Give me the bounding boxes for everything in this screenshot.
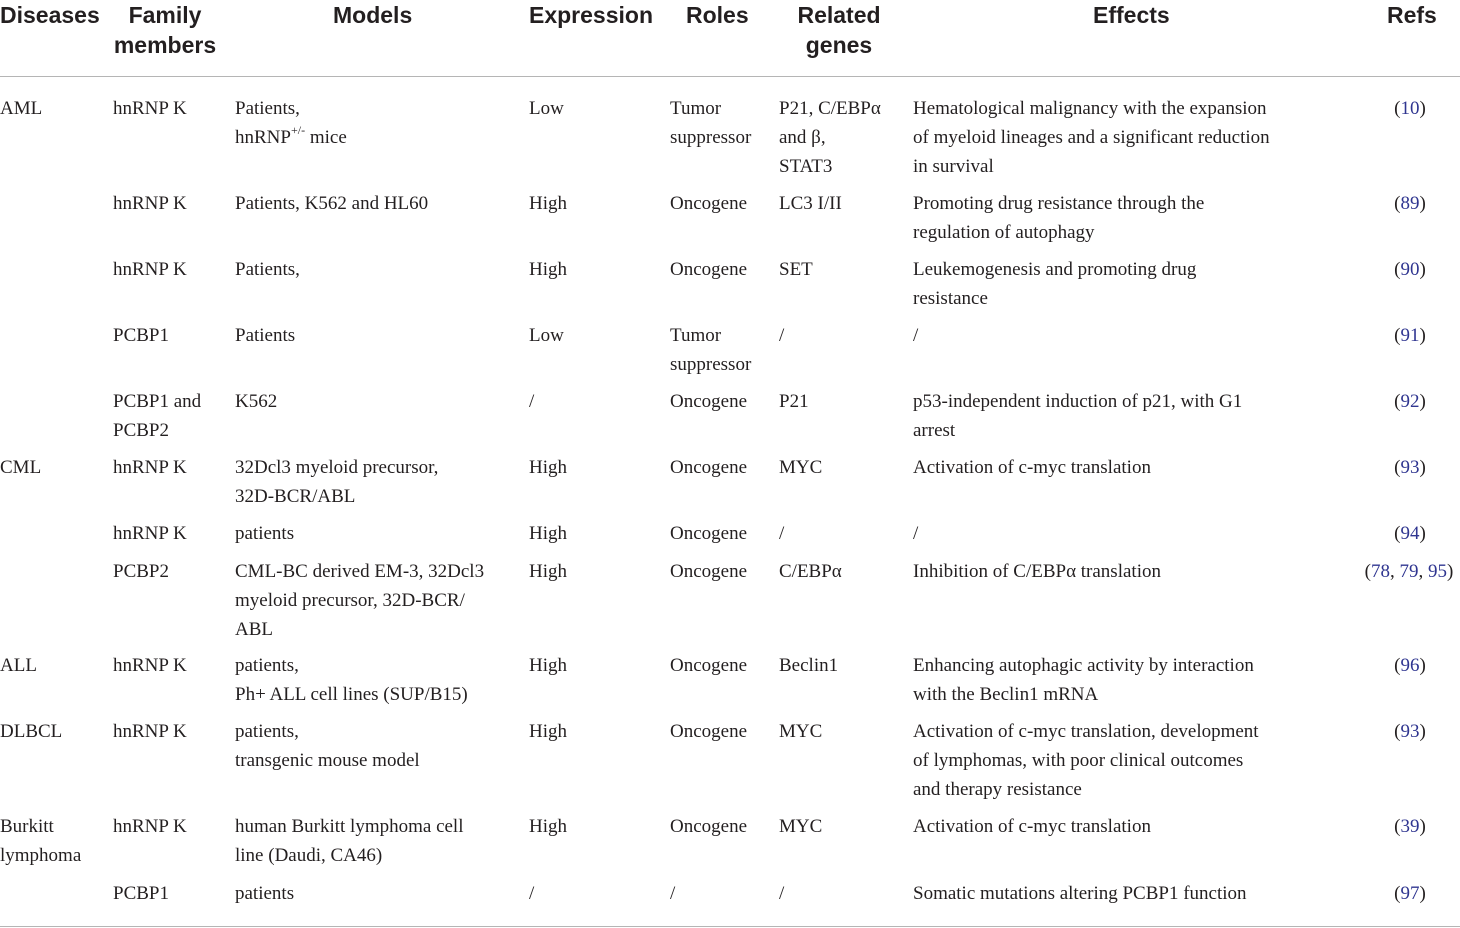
expression-cell: High <box>529 193 567 214</box>
models-cell-line: CML-BC derived EM-3, 32Dcl3 <box>235 561 485 582</box>
family-cell <box>113 453 187 482</box>
family-cell <box>113 717 187 746</box>
header-effects: Effects <box>1093 2 1170 28</box>
refs-cell <box>1370 94 1450 123</box>
genes-cell <box>779 255 813 284</box>
disease-cell-line: ALL <box>0 655 37 676</box>
roles-cell <box>670 879 675 908</box>
roles-cell-line: Oncogene <box>670 259 748 280</box>
ref-link[interactable]: 39 <box>1400 816 1420 837</box>
effects-cell-line: Leukemogenesis and promoting drug <box>913 259 1197 280</box>
roles-cell-line: suppressor <box>670 127 752 148</box>
ref-link[interactable]: 93 <box>1400 457 1420 478</box>
family-cell <box>113 879 169 908</box>
refs-cell <box>1370 879 1450 908</box>
expression-cell: Low <box>529 325 564 346</box>
genes-cell-line: SET <box>779 259 813 280</box>
paren: ) <box>1419 98 1426 119</box>
header-related-line2: genes <box>805 32 873 58</box>
roles-cell-line: Oncogene <box>670 391 748 412</box>
genes-cell-line: P21 <box>779 391 809 412</box>
expression-cell: / <box>529 391 535 412</box>
effects-cell-line: of lymphomas, with poor clinical outcomes <box>913 750 1244 771</box>
models-cell-line: patients, <box>235 655 299 676</box>
ref-link[interactable]: 97 <box>1400 883 1420 904</box>
genes-cell <box>779 651 838 680</box>
roles-cell <box>670 519 747 548</box>
family-cell-line: hnRNP K <box>113 193 187 214</box>
effects-cell-line: Activation of c-myc translation <box>913 457 1151 478</box>
models-cell-line: patients <box>235 523 295 544</box>
paren: ) <box>1419 193 1426 214</box>
family-cell <box>113 812 187 841</box>
roles-cell-line: Oncogene <box>670 816 748 837</box>
disease-cell <box>0 717 62 746</box>
paren: ) <box>1419 883 1426 904</box>
effects-cell-line: p53-independent induction of p21, with G1 <box>913 391 1243 412</box>
models-superscript: +/- <box>290 122 306 137</box>
effects-cell <box>913 387 1242 445</box>
effects-cell-line: Promoting drug resistance through the <box>913 193 1205 214</box>
refs-cell <box>1370 321 1450 350</box>
effects-cell-line: Enhancing autophagic activity by interaction <box>913 655 1254 676</box>
models-cell-line <box>235 123 347 152</box>
paren: ) <box>1419 816 1426 837</box>
family-cell <box>113 94 187 123</box>
models-cell-line: line (Daudi, CA46) <box>235 845 383 866</box>
family-cell <box>113 651 187 680</box>
roles-cell-line: / <box>670 883 676 904</box>
paren: ) <box>1419 721 1426 742</box>
models-cell <box>235 812 464 870</box>
roles-cell <box>670 651 747 680</box>
effects-cell-line: of myeloid lineages and a significant reduction <box>913 127 1270 148</box>
paren: ) <box>1419 259 1426 280</box>
roles-cell-line: Oncogene <box>670 193 748 214</box>
ref-separator: , <box>1390 561 1400 582</box>
models-text: hnRNP <box>235 127 291 148</box>
header-related-line1: Related <box>797 2 881 28</box>
header-family-members <box>105 0 225 60</box>
effects-cell-line: / <box>913 523 919 544</box>
paren: ( <box>1394 325 1401 346</box>
effects-cell-line: Inhibition of C/EBPα translation <box>913 561 1161 582</box>
models-cell <box>235 453 438 511</box>
effects-cell <box>913 453 1151 482</box>
genes-cell <box>779 94 881 181</box>
ref-link[interactable]: 92 <box>1400 391 1420 412</box>
models-cell-line: 32D-BCR/ABL <box>235 486 356 507</box>
models-cell-line: Patients, <box>235 259 300 280</box>
paren: ( <box>1394 816 1401 837</box>
effects-cell <box>913 557 1161 586</box>
roles-cell-line: Oncogene <box>670 721 748 742</box>
paren: ( <box>1394 721 1401 742</box>
genes-cell-line: P21, C/EBPα <box>779 98 881 119</box>
disease-cell-line: lymphoma <box>0 845 82 866</box>
family-cell-line: hnRNP K <box>113 816 187 837</box>
genes-cell <box>779 387 809 416</box>
effects-cell <box>913 94 1270 181</box>
family-cell <box>113 519 187 548</box>
family-cell <box>113 557 169 586</box>
models-cell <box>235 189 428 218</box>
ref-link[interactable]: 96 <box>1400 655 1420 676</box>
family-cell-line: hnRNP K <box>113 523 187 544</box>
genes-cell-line: Beclin1 <box>779 655 839 676</box>
models-cell <box>235 651 468 709</box>
roles-cell <box>670 557 747 586</box>
genes-cell-line: / <box>779 325 785 346</box>
effects-cell-line: and therapy resistance <box>913 779 1082 800</box>
roles-cell <box>670 717 747 746</box>
genes-cell <box>779 519 784 548</box>
effects-cell <box>913 651 1254 709</box>
refs-cell <box>1370 453 1450 482</box>
header-diseases: Diseases <box>0 2 100 28</box>
genes-cell <box>779 812 822 841</box>
family-cell-line: hnRNP K <box>113 721 187 742</box>
paren: ) <box>1419 523 1426 544</box>
models-cell <box>235 879 294 908</box>
ref-link[interactable]: 89 <box>1400 193 1420 214</box>
roles-cell <box>670 189 747 218</box>
roles-cell <box>670 812 747 841</box>
models-cell-line: Ph+ ALL cell lines (SUP/B15) <box>235 684 468 705</box>
paren: ( <box>1394 655 1401 676</box>
expression-cell: High <box>529 816 567 837</box>
genes-cell <box>779 717 822 746</box>
roles-cell-line: Tumor <box>670 98 722 119</box>
effects-cell-line: Somatic mutations altering PCBP1 function <box>913 883 1247 904</box>
models-text: mice <box>305 127 347 148</box>
ref-link[interactable]: 95 <box>1428 561 1447 582</box>
disease-cell-line: AML <box>0 98 43 119</box>
effects-cell <box>913 189 1204 247</box>
models-cell-line: patients, <box>235 721 299 742</box>
header-family-line2: members <box>113 32 217 58</box>
paren: ) <box>1419 457 1426 478</box>
refs-cell <box>1370 387 1450 416</box>
models-cell-line: myeloid precursor, 32D-BCR/ <box>235 590 465 611</box>
expression-cell: High <box>529 457 567 478</box>
paren: ) <box>1419 655 1426 676</box>
expression-cell: High <box>529 655 567 676</box>
refs-cell <box>1370 189 1450 218</box>
family-cell <box>113 387 201 445</box>
effects-cell <box>913 519 918 548</box>
refs-cell <box>1370 812 1450 841</box>
paren: ( <box>1394 883 1401 904</box>
paren: ) <box>1447 561 1454 582</box>
ref-link[interactable]: 90 <box>1400 259 1420 280</box>
paren: ( <box>1394 259 1401 280</box>
effects-cell-line: arrest <box>913 420 956 441</box>
disease-cell-line: Burkitt <box>0 816 54 837</box>
refs-cell <box>1370 717 1450 746</box>
genes-cell <box>779 321 784 350</box>
family-cell-line: hnRNP K <box>113 98 187 119</box>
header-models: Models <box>333 2 413 28</box>
roles-cell <box>670 387 747 416</box>
family-cell-line: PCBP2 <box>113 420 169 441</box>
genes-cell-line: MYC <box>779 816 823 837</box>
family-cell <box>113 321 169 350</box>
genes-cell <box>779 189 842 218</box>
models-cell-line: patients <box>235 883 295 904</box>
effects-cell-line: in survival <box>913 156 994 177</box>
genes-cell <box>779 557 842 586</box>
genes-cell-line: C/EBPα <box>779 561 842 582</box>
ref-link[interactable]: 10 <box>1400 98 1420 119</box>
genes-cell-line: / <box>779 883 785 904</box>
paren: ( <box>1394 98 1401 119</box>
models-cell-line: ABL <box>235 619 273 640</box>
genes-cell-line: MYC <box>779 721 823 742</box>
header-roles: Roles <box>686 2 749 28</box>
disease-cell-line: CML <box>0 457 42 478</box>
expression-cell: Low <box>529 98 564 119</box>
models-cell-line: transgenic mouse model <box>235 750 420 771</box>
expression-cell: High <box>529 259 567 280</box>
family-cell-line: PCBP1 <box>113 325 169 346</box>
roles-cell <box>670 255 747 284</box>
roles-cell-line: Oncogene <box>670 655 748 676</box>
refs-cell <box>1370 255 1450 284</box>
models-cell-line: Patients <box>235 325 296 346</box>
paren: ( <box>1364 561 1371 582</box>
effects-cell <box>913 717 1259 804</box>
effects-cell-line: Activation of c-myc translation, development <box>913 721 1259 742</box>
effects-cell <box>913 879 1247 908</box>
models-cell-line: K562 <box>235 391 278 412</box>
effects-cell-line: Activation of c-myc translation <box>913 816 1151 837</box>
ref-link[interactable]: 93 <box>1400 721 1420 742</box>
roles-cell-line: Oncogene <box>670 523 748 544</box>
header-expression: Expression <box>529 2 653 28</box>
family-cell-line: PCBP1 <box>113 883 169 904</box>
disease-cell <box>0 453 41 482</box>
refs-cell <box>1358 557 1460 586</box>
header-related-genes <box>780 0 898 60</box>
effects-cell <box>913 812 1151 841</box>
paren: ( <box>1394 523 1401 544</box>
models-cell <box>235 519 294 548</box>
disease-cell <box>0 94 42 123</box>
paren: ) <box>1419 391 1426 412</box>
paren: ( <box>1394 391 1401 412</box>
models-cell-line: 32Dcl3 myeloid precursor, <box>235 457 439 478</box>
effects-cell-line: / <box>913 325 919 346</box>
models-cell <box>235 557 484 644</box>
bottom-rule <box>0 926 1460 927</box>
refs-cell <box>1370 651 1450 680</box>
expression-cell: High <box>529 523 567 544</box>
genes-cell-line: LC3 I/II <box>779 193 842 214</box>
effects-cell-line: Hematological malignancy with the expansion <box>913 98 1267 119</box>
ref-link[interactable]: 79 <box>1399 561 1419 582</box>
models-cell-line: Patients, <box>235 98 300 119</box>
genes-cell-line: STAT3 <box>779 156 833 177</box>
genes-cell-line: MYC <box>779 457 823 478</box>
disease-cell <box>0 812 81 870</box>
effects-cell-line: with the Beclin1 mRNA <box>913 684 1099 705</box>
genes-cell-line: and β, <box>779 127 826 148</box>
genes-cell <box>779 453 822 482</box>
genes-cell-line: / <box>779 523 785 544</box>
models-cell <box>235 321 295 350</box>
family-cell-line: PCBP1 and <box>113 391 202 412</box>
family-cell-line: hnRNP K <box>113 655 187 676</box>
models-cell <box>235 255 300 284</box>
genes-cell <box>779 879 784 908</box>
effects-cell-line: regulation of autophagy <box>913 222 1095 243</box>
family-cell-line: hnRNP K <box>113 457 187 478</box>
roles-cell <box>670 453 747 482</box>
ref-link[interactable]: 91 <box>1400 325 1420 346</box>
roles-cell-line: Oncogene <box>670 457 748 478</box>
roles-cell <box>670 321 751 379</box>
roles-cell <box>670 94 751 152</box>
effects-cell-line: resistance <box>913 288 988 309</box>
expression-cell: High <box>529 721 567 742</box>
ref-link[interactable]: 78 <box>1371 561 1390 582</box>
models-cell-line: human Burkitt lymphoma cell <box>235 816 464 837</box>
paren: ( <box>1394 193 1401 214</box>
models-cell <box>235 94 347 152</box>
family-cell-line: hnRNP K <box>113 259 187 280</box>
roles-cell-line: Oncogene <box>670 561 748 582</box>
header-family-line1: Family <box>128 2 202 28</box>
disease-cell-line: DLBCL <box>0 721 63 742</box>
header-refs: Refs <box>1387 2 1437 28</box>
refs-cell <box>1370 519 1450 548</box>
family-cell-line: PCBP2 <box>113 561 169 582</box>
disease-cell <box>0 651 37 680</box>
models-cell-line: Patients, K562 and HL60 <box>235 193 429 214</box>
expression-cell: High <box>529 561 567 582</box>
models-cell <box>235 387 277 416</box>
paren: ( <box>1394 457 1401 478</box>
ref-separator: , <box>1418 561 1428 582</box>
roles-cell-line: Tumor <box>670 325 722 346</box>
family-cell <box>113 255 187 284</box>
ref-link[interactable]: 94 <box>1400 523 1420 544</box>
expression-cell: / <box>529 883 535 904</box>
effects-cell <box>913 255 1196 313</box>
models-cell <box>235 717 420 775</box>
header-rule <box>0 76 1460 77</box>
family-cell <box>113 189 187 218</box>
roles-cell-line: suppressor <box>670 354 752 375</box>
effects-cell <box>913 321 918 350</box>
paren: ) <box>1419 325 1426 346</box>
